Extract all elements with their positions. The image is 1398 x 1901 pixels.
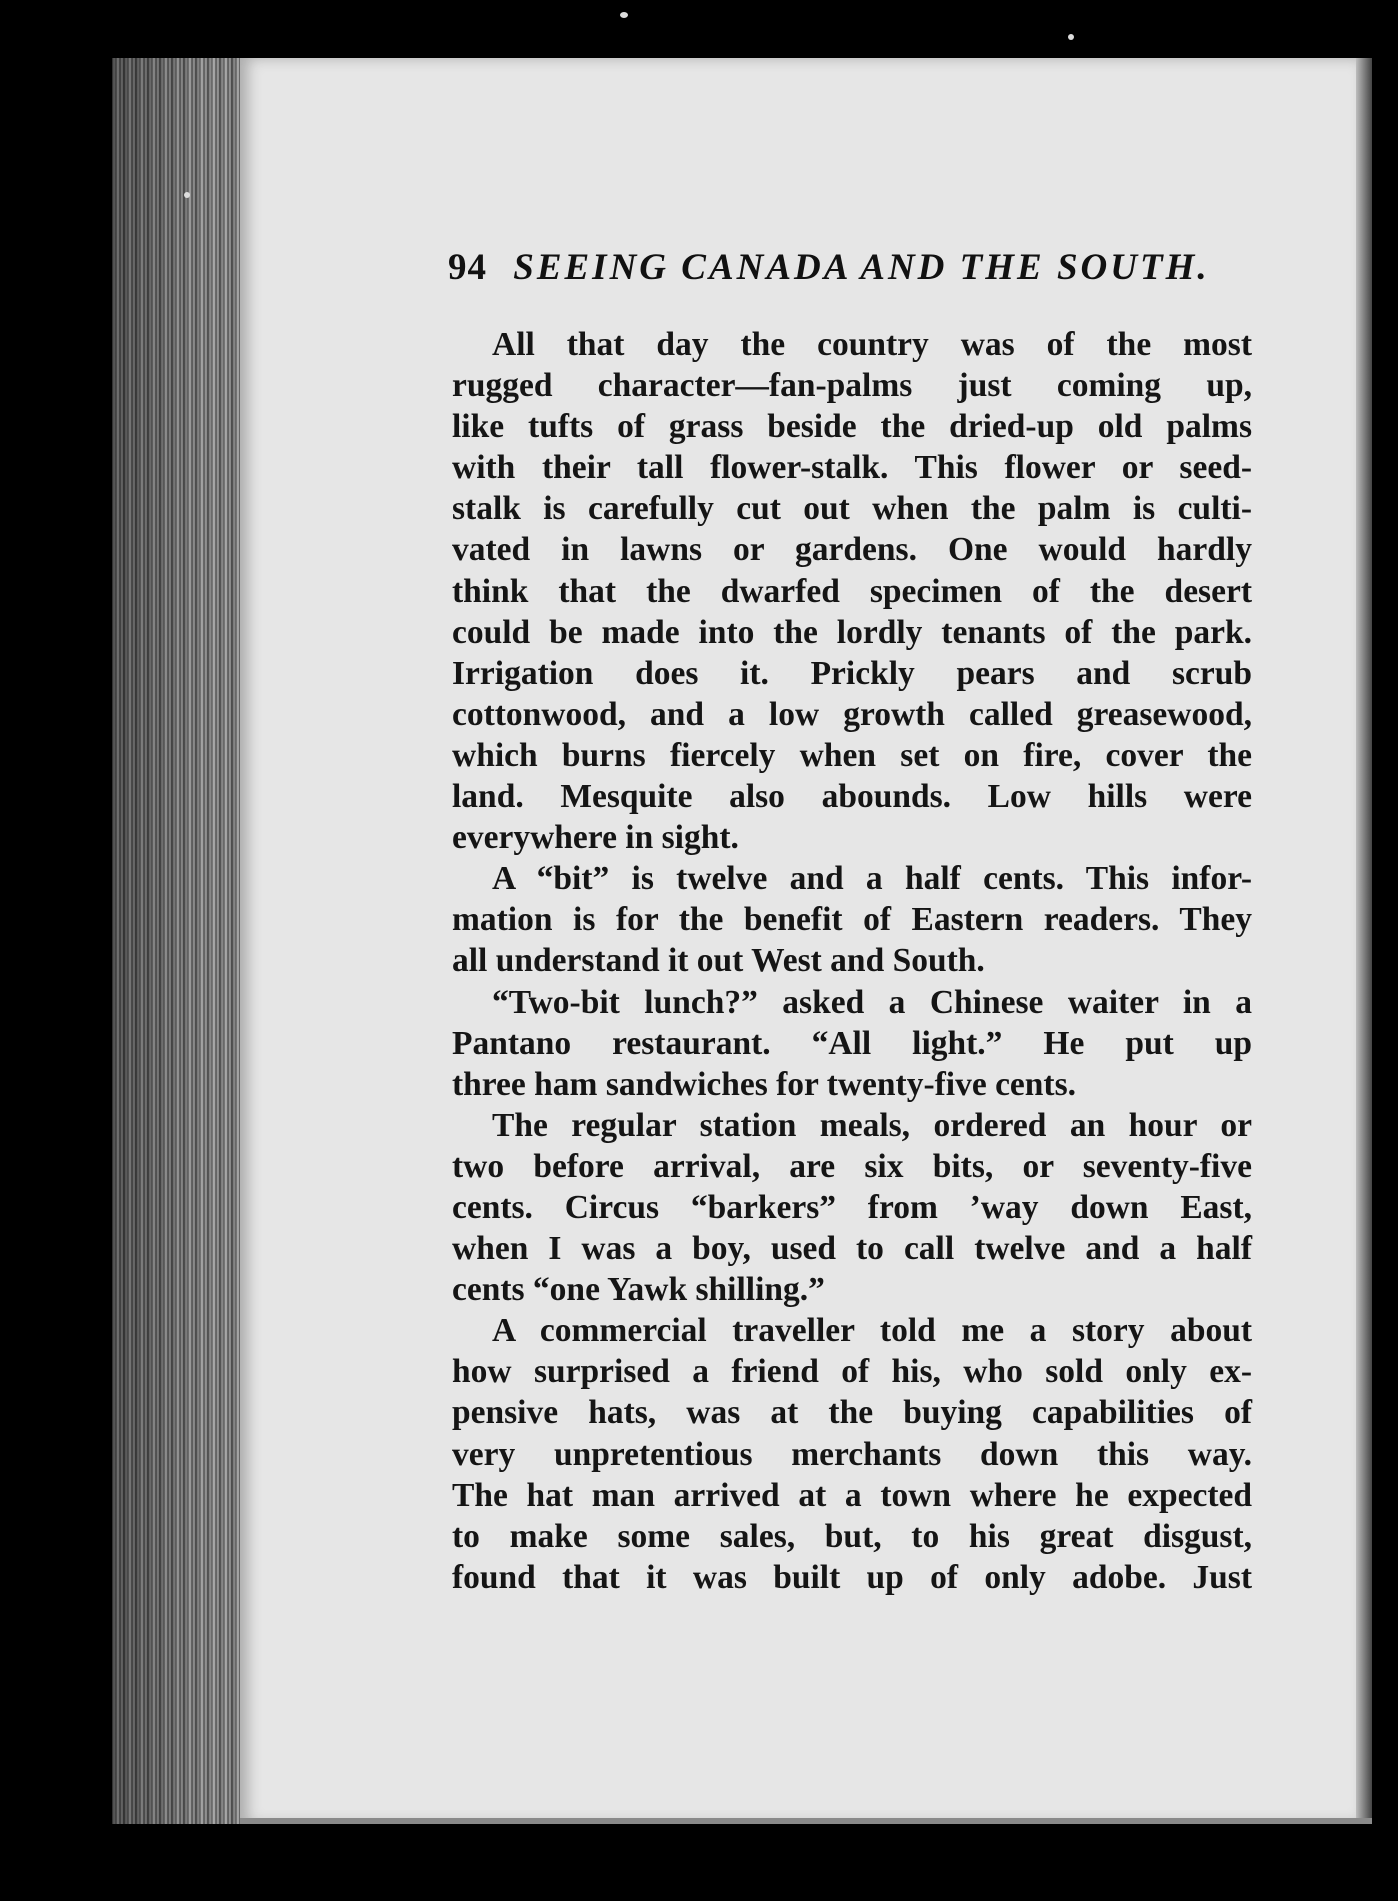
text-line: could be made into the lordly tenants of the park. — [452, 613, 1252, 651]
page-number: 94 — [448, 247, 487, 288]
text-line: three ham sandwiches for twenty-five cents. — [452, 1065, 1077, 1103]
text-line: how surprised a friend of his, who sold only ex- — [452, 1353, 1252, 1391]
text-line: like tufts of grass beside the dried-up old palms — [452, 408, 1252, 446]
text-line: two before arrival, are six bits, or seventy-five — [452, 1147, 1252, 1185]
text-line: rugged character—fan-palms just coming up, — [452, 367, 1252, 405]
text-line: all understand it out West and South. — [452, 942, 985, 980]
text-line: cents “one Yawk shilling.” — [452, 1271, 825, 1309]
page-bottom-edge — [240, 1818, 1372, 1824]
text-line: Irrigation does it. Prickly pears and scrub — [452, 654, 1252, 692]
text-line: which burns fiercely when set on fire, cover the — [452, 736, 1252, 774]
text-line: stalk is carefully cut out when the palm is culti- — [452, 490, 1252, 528]
text-line: found that it was built up of only adobe. Just — [452, 1558, 1252, 1596]
dust-speck — [1068, 34, 1074, 40]
text-line: with their tall flower-stalk. This flower or seed- — [452, 449, 1252, 487]
text-line: A commercial traveller told me a story about — [492, 1312, 1252, 1350]
text-line: Pantano restaurant. “All light.” He put up — [452, 1024, 1252, 1062]
text-line: everywhere in sight. — [452, 819, 739, 857]
text-line: cottonwood, and a low growth called greasewood, — [452, 695, 1252, 733]
text-line: land. Mesquite also abounds. Low hills were — [452, 778, 1252, 816]
text-line: mation is for the benefit of Eastern readers. They — [452, 901, 1252, 939]
text-line: The regular station meals, ordered an hour or — [492, 1106, 1252, 1144]
facing-page-edge — [1356, 58, 1372, 1824]
running-head — [448, 246, 1248, 289]
text-line: to make some sales, but, to his great disgust, — [452, 1517, 1252, 1555]
text-line: All that day the country was of the most — [492, 326, 1252, 363]
text-line: think that the dwarfed specimen of the desert — [452, 572, 1252, 610]
text-line: A “bit” is twelve and a half cents. This infor- — [492, 860, 1252, 898]
text-line: The hat man arrived at a town where he expected — [452, 1476, 1252, 1514]
text-line: pensive hats, was at the buying capabilities of — [452, 1394, 1252, 1432]
running-title: SEEING CANADA AND THE SOUTH. — [513, 247, 1210, 288]
dust-speck — [620, 12, 628, 18]
text-line: “Two-bit lunch?” asked a Chinese waiter in a — [492, 983, 1252, 1021]
book-page-edges — [112, 58, 252, 1824]
text-line: cents. Circus “barkers” from ’way down East, — [452, 1188, 1252, 1226]
text-line: when I was a boy, used to call twelve and a half — [452, 1230, 1252, 1268]
dust-speck — [184, 192, 190, 198]
text-line: very unpretentious merchants down this way. — [452, 1435, 1252, 1473]
text-line: vated in lawns or gardens. One would hardly — [452, 531, 1252, 569]
body-text — [452, 324, 1252, 1598]
